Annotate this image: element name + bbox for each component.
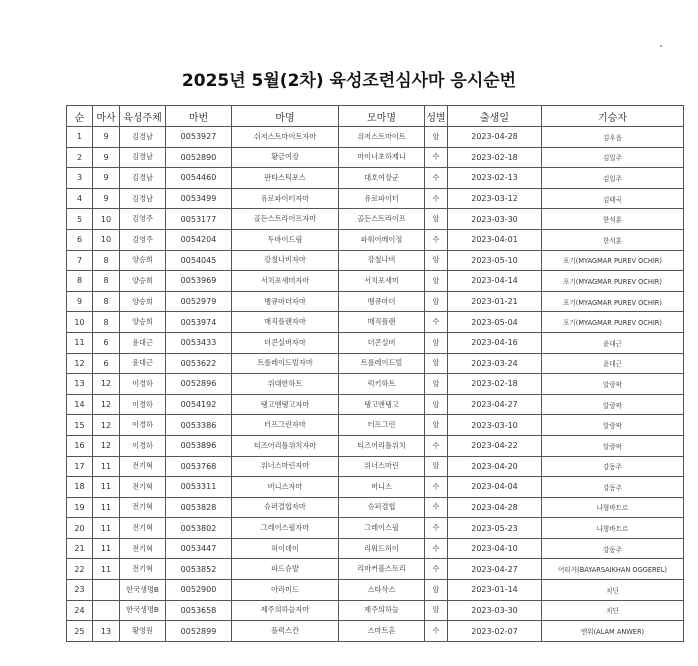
cell-birth-date: 2023-03-10 xyxy=(448,415,542,436)
cell-horse-name: 아라미드 xyxy=(232,580,339,601)
cell-dam-name: 매직플랜 xyxy=(339,312,425,333)
cell-sex: 암 xyxy=(425,250,448,271)
table-row xyxy=(67,394,684,415)
cell-horse-id: 0052890 xyxy=(166,147,232,168)
cell-order: 19 xyxy=(67,497,93,518)
cell-horse-name: 탱고앤탱고자마 xyxy=(232,394,339,415)
cell-horse-id: 0053386 xyxy=(166,415,232,436)
cell-birth-date: 2023-02-13 xyxy=(448,168,542,189)
cell-horse-name: 티즈어리틀위치자마 xyxy=(232,435,339,456)
cell-rider: 포기(MYAGMAR PUREV OCHIR) xyxy=(542,250,684,271)
col-header-dam-name: 모마명 xyxy=(339,106,425,127)
cell-order: 15 xyxy=(67,415,93,436)
cell-sex: 암 xyxy=(425,271,448,292)
cell-horse-id: 0053974 xyxy=(166,312,232,333)
table-body xyxy=(67,127,684,642)
cell-sex: 암 xyxy=(425,394,448,415)
cell-horse-name: 골든스트라이프자마 xyxy=(232,209,339,230)
cell-birth-date: 2023-01-14 xyxy=(448,580,542,601)
cell-horse-id: 0053311 xyxy=(166,477,232,498)
col-header-rider: 기승자 xyxy=(542,106,684,127)
cell-horse-id: 0052900 xyxy=(166,580,232,601)
cell-sex: 수 xyxy=(425,147,448,168)
cell-rider: 강동주 xyxy=(542,456,684,477)
cell-sex: 수 xyxy=(425,538,448,559)
cell-trainer: 김영주 xyxy=(120,229,166,250)
cell-horse-id: 0053433 xyxy=(166,332,232,353)
cell-birth-date: 2023-04-20 xyxy=(448,456,542,477)
cell-dam-name: 버니스 xyxy=(339,477,425,498)
cell-sex: 수 xyxy=(425,518,448,539)
cell-horse-id: 0053768 xyxy=(166,456,232,477)
cell-horse-id: 0054460 xyxy=(166,168,232,189)
cell-order: 25 xyxy=(67,621,93,642)
table-row xyxy=(67,456,684,477)
cell-trainer: 전기혁 xyxy=(120,477,166,498)
col-header-birth-date: 출생일 xyxy=(448,106,542,127)
cell-stable: 9 xyxy=(93,168,120,189)
cell-horse-name: 파드슈발 xyxy=(232,559,339,580)
cell-horse-id: 0053447 xyxy=(166,538,232,559)
cell-horse-id: 0053802 xyxy=(166,518,232,539)
cell-trainer: 김영주 xyxy=(120,209,166,230)
cell-horse-id: 0052979 xyxy=(166,291,232,312)
cell-trainer: 전기혁 xyxy=(120,538,166,559)
cell-horse-name: 트롤레이드빌자마 xyxy=(232,353,339,374)
cell-trainer: 양승희 xyxy=(120,291,166,312)
cell-sex: 암 xyxy=(425,580,448,601)
cell-rider: 나형바트르 xyxy=(542,518,684,539)
cell-birth-date: 2023-02-18 xyxy=(448,374,542,395)
cell-rider: 알랑팍 xyxy=(542,374,684,395)
cell-rider: 어티커(BAYARSAIKHAN OGGEREL) xyxy=(542,559,684,580)
cell-dam-name: 서치포새미 xyxy=(339,271,425,292)
table-row xyxy=(67,580,684,601)
cell-dam-name: 대호여장군 xyxy=(339,168,425,189)
cell-trainer: 이경하 xyxy=(120,435,166,456)
cell-order: 23 xyxy=(67,580,93,601)
cell-dam-name: 터프그린 xyxy=(339,415,425,436)
cell-rider: 김우음 xyxy=(542,127,684,148)
cell-trainer: 김경남 xyxy=(120,147,166,168)
table-row xyxy=(67,497,684,518)
cell-dam-name: 위너스마린 xyxy=(339,456,425,477)
cell-order: 14 xyxy=(67,394,93,415)
cell-trainer: 전기혁 xyxy=(120,497,166,518)
cell-sex: 수 xyxy=(425,435,448,456)
table-row xyxy=(67,600,684,621)
table-row xyxy=(67,168,684,189)
cell-order: 10 xyxy=(67,312,93,333)
cell-trainer: 이경하 xyxy=(120,415,166,436)
cell-stable: 10 xyxy=(93,229,120,250)
cell-dam-name: 쉬저스트마이트 xyxy=(339,127,425,148)
cell-stable: 11 xyxy=(93,456,120,477)
cell-sex: 수 xyxy=(425,477,448,498)
cell-order: 7 xyxy=(67,250,93,271)
table-row xyxy=(67,435,684,456)
cell-horse-id: 0053852 xyxy=(166,559,232,580)
cell-birth-date: 2023-04-01 xyxy=(448,229,542,250)
page-title: 2025년 5월(2차) 육성조련심사마 응시순번 xyxy=(181,71,517,91)
cell-rider: 치딘 xyxy=(542,600,684,621)
cell-birth-date: 2023-02-07 xyxy=(448,621,542,642)
cell-horse-name: 버니스자마 xyxy=(232,477,339,498)
cell-horse-name: 뱅큐마더자마 xyxy=(232,291,339,312)
table-row xyxy=(67,374,684,395)
cell-order: 13 xyxy=(67,374,93,395)
cell-stable: 8 xyxy=(93,250,120,271)
cell-rider: 알랑팍 xyxy=(542,435,684,456)
cell-trainer: 황영원 xyxy=(120,621,166,642)
cell-dam-name: 그레이스필 xyxy=(339,518,425,539)
scan-speck xyxy=(660,45,662,47)
cell-horse-id: 0054045 xyxy=(166,250,232,271)
cell-sex: 암 xyxy=(425,209,448,230)
cell-stable: 8 xyxy=(93,291,120,312)
cell-horse-name: 판타스틱포스 xyxy=(232,168,339,189)
cell-stable: 10 xyxy=(93,209,120,230)
cell-stable: 8 xyxy=(93,312,120,333)
cell-dam-name: 리마커블스토리 xyxy=(339,559,425,580)
cell-trainer: 전기혁 xyxy=(120,456,166,477)
cell-trainer: 한국생명B xyxy=(120,580,166,601)
table-row xyxy=(67,332,684,353)
cell-dam-name: 강철나비 xyxy=(339,250,425,271)
cell-rider: 강동주 xyxy=(542,538,684,559)
cell-horse-name: 서치포새미자마 xyxy=(232,271,339,292)
cell-birth-date: 2023-05-04 xyxy=(448,312,542,333)
cell-horse-id: 0052896 xyxy=(166,374,232,395)
cell-trainer: 전기혁 xyxy=(120,559,166,580)
cell-horse-id: 0053828 xyxy=(166,497,232,518)
cell-horse-id: 0053969 xyxy=(166,271,232,292)
cell-sex: 수 xyxy=(425,497,448,518)
table-row xyxy=(67,477,684,498)
cell-trainer: 이경하 xyxy=(120,374,166,395)
cell-trainer: 김경남 xyxy=(120,168,166,189)
cell-stable: 12 xyxy=(93,435,120,456)
cell-dam-name: 리워드허이 xyxy=(339,538,425,559)
cell-sex: 수 xyxy=(425,168,448,189)
table-row xyxy=(67,538,684,559)
col-header-sex: 성별 xyxy=(425,106,448,127)
cell-trainer: 김경남 xyxy=(120,188,166,209)
cell-sex: 암 xyxy=(425,353,448,374)
cell-order: 5 xyxy=(67,209,93,230)
table-row xyxy=(67,353,684,374)
cell-stable: 11 xyxy=(93,518,120,539)
table-row xyxy=(67,147,684,168)
cell-dam-name: 유로파이터 xyxy=(339,188,425,209)
cell-sex: 암 xyxy=(425,415,448,436)
cell-horse-name: 강철나비자마 xyxy=(232,250,339,271)
cell-order: 12 xyxy=(67,353,93,374)
cell-birth-date: 2023-03-30 xyxy=(448,600,542,621)
col-header-order: 순 xyxy=(67,106,93,127)
cell-stable: 13 xyxy=(93,621,120,642)
cell-sex: 암 xyxy=(425,291,448,312)
cell-birth-date: 2023-04-27 xyxy=(448,394,542,415)
cell-rider: 치딘 xyxy=(542,580,684,601)
cell-trainer: 한국생명B xyxy=(120,600,166,621)
col-header-trainer: 육성주체 xyxy=(120,106,166,127)
cell-rider: 윤대근 xyxy=(542,332,684,353)
cell-rider: 포기(MYAGMAR PUREV OCHIR) xyxy=(542,291,684,312)
cell-birth-date: 2023-01-21 xyxy=(448,291,542,312)
cell-order: 18 xyxy=(67,477,93,498)
cell-order: 9 xyxy=(67,291,93,312)
cell-birth-date: 2023-05-10 xyxy=(448,250,542,271)
cell-rider: 포기(MYAGMAR PUREV OCHIR) xyxy=(542,312,684,333)
cell-stable: 9 xyxy=(93,188,120,209)
cell-birth-date: 2023-04-04 xyxy=(448,477,542,498)
cell-stable: 11 xyxy=(93,477,120,498)
cell-rider: 엔워(ALAM ANWER) xyxy=(542,621,684,642)
cell-birth-date: 2023-03-12 xyxy=(448,188,542,209)
cell-order: 22 xyxy=(67,559,93,580)
col-header-horse-id: 마번 xyxy=(166,106,232,127)
cell-stable: 11 xyxy=(93,538,120,559)
cell-order: 6 xyxy=(67,229,93,250)
cell-stable: 12 xyxy=(93,394,120,415)
cell-horse-name: 두바이드림 xyxy=(232,229,339,250)
cell-dam-name: 슈퍼결헙 xyxy=(339,497,425,518)
table-row xyxy=(67,209,684,230)
cell-birth-date: 2023-04-28 xyxy=(448,497,542,518)
table-row xyxy=(67,250,684,271)
cell-stable: 9 xyxy=(93,147,120,168)
cell-rider: 알랑팍 xyxy=(542,415,684,436)
table-row xyxy=(67,415,684,436)
cell-sex: 암 xyxy=(425,332,448,353)
cell-order: 2 xyxy=(67,147,93,168)
cell-order: 16 xyxy=(67,435,93,456)
cell-dam-name: 스타삭스 xyxy=(339,580,425,601)
cell-order: 11 xyxy=(67,332,93,353)
cell-birth-date: 2023-02-18 xyxy=(448,147,542,168)
table-header-row xyxy=(67,106,684,127)
table-row xyxy=(67,229,684,250)
cell-birth-date: 2023-04-22 xyxy=(448,435,542,456)
cell-horse-id: 0053896 xyxy=(166,435,232,456)
cell-birth-date: 2023-03-24 xyxy=(448,353,542,374)
cell-rider: 강동주 xyxy=(542,477,684,498)
cell-horse-name: 허이데이 xyxy=(232,538,339,559)
cell-trainer: 윤대근 xyxy=(120,332,166,353)
cell-horse-name: 위대한하트 xyxy=(232,374,339,395)
cell-sex: 수 xyxy=(425,621,448,642)
cell-horse-name: 매직플랜자마 xyxy=(232,312,339,333)
cell-horse-id: 0053622 xyxy=(166,353,232,374)
cell-dam-name: 탱고앤탱고 xyxy=(339,394,425,415)
cell-dam-name: 마이너초하제니 xyxy=(339,147,425,168)
cell-sex: 수 xyxy=(425,559,448,580)
col-header-horse-name: 마명 xyxy=(232,106,339,127)
table-row xyxy=(67,621,684,642)
cell-order: 21 xyxy=(67,538,93,559)
cell-horse-id: 0053658 xyxy=(166,600,232,621)
cell-horse-id: 0054204 xyxy=(166,229,232,250)
cell-birth-date: 2023-03-30 xyxy=(448,209,542,230)
cell-birth-date: 2023-04-10 xyxy=(448,538,542,559)
table-row xyxy=(67,559,684,580)
cell-dam-name: 티즈어리틀위치 xyxy=(339,435,425,456)
cell-rider: 윤대근 xyxy=(542,353,684,374)
cell-rider: 한석훈 xyxy=(542,209,684,230)
cell-stable: 11 xyxy=(93,559,120,580)
cell-birth-date: 2023-05-23 xyxy=(448,518,542,539)
cell-dam-name: 골든스트라이프 xyxy=(339,209,425,230)
cell-dam-name: 스마트혼 xyxy=(339,621,425,642)
table-row xyxy=(67,291,684,312)
cell-order: 24 xyxy=(67,600,93,621)
cell-sex: 수 xyxy=(425,188,448,209)
cell-sex: 수 xyxy=(425,312,448,333)
cell-horse-name: 쉬저스트마이트자마 xyxy=(232,127,339,148)
cell-order: 8 xyxy=(67,271,93,292)
entry-order-table xyxy=(66,105,684,642)
cell-dam-name: 제주의하늘 xyxy=(339,600,425,621)
cell-dam-name: 럭키하트 xyxy=(339,374,425,395)
cell-trainer: 양승희 xyxy=(120,250,166,271)
cell-birth-date: 2023-04-14 xyxy=(448,271,542,292)
cell-sex: 암 xyxy=(425,374,448,395)
cell-trainer: 양승희 xyxy=(120,271,166,292)
cell-order: 1 xyxy=(67,127,93,148)
cell-horse-id: 0052899 xyxy=(166,621,232,642)
cell-trainer: 양승희 xyxy=(120,312,166,333)
cell-horse-name: 유로파이터자마 xyxy=(232,188,339,209)
table-row xyxy=(67,188,684,209)
cell-rider: 김일주 xyxy=(542,147,684,168)
cell-order: 17 xyxy=(67,456,93,477)
cell-sex: 암 xyxy=(425,456,448,477)
cell-stable: 9 xyxy=(93,127,120,148)
cell-order: 4 xyxy=(67,188,93,209)
cell-sex: 수 xyxy=(425,229,448,250)
cell-dam-name: 파워어메이징 xyxy=(339,229,425,250)
cell-rider: 김일주 xyxy=(542,168,684,189)
cell-horse-name: 그레이스필자마 xyxy=(232,518,339,539)
cell-rider: 한석훈 xyxy=(542,229,684,250)
cell-horse-id: 0053177 xyxy=(166,209,232,230)
cell-stable: 8 xyxy=(93,271,120,292)
cell-rider: 포기(MYAGMAR PUREV OCHIR) xyxy=(542,271,684,292)
cell-stable: 12 xyxy=(93,415,120,436)
table-row xyxy=(67,127,684,148)
cell-stable xyxy=(93,580,120,601)
cell-trainer: 김경남 xyxy=(120,127,166,148)
cell-rider: 김태곡 xyxy=(542,188,684,209)
cell-stable: 11 xyxy=(93,497,120,518)
cell-stable: 12 xyxy=(93,374,120,395)
table-row xyxy=(67,271,684,292)
cell-horse-name: 황금여장 xyxy=(232,147,339,168)
cell-sex: 암 xyxy=(425,127,448,148)
cell-dam-name: 트롤레이드빌 xyxy=(339,353,425,374)
cell-stable: 6 xyxy=(93,353,120,374)
cell-birth-date: 2023-04-28 xyxy=(448,127,542,148)
col-header-stable: 마사 xyxy=(93,106,120,127)
cell-horse-name: 터프그린자마 xyxy=(232,415,339,436)
cell-horse-name: 제주의하늘자마 xyxy=(232,600,339,621)
table-row xyxy=(67,518,684,539)
cell-trainer: 이경하 xyxy=(120,394,166,415)
cell-stable xyxy=(93,600,120,621)
cell-order: 3 xyxy=(67,168,93,189)
cell-rider: 알랑팍 xyxy=(542,394,684,415)
cell-horse-id: 0053927 xyxy=(166,127,232,148)
cell-trainer: 전기혁 xyxy=(120,518,166,539)
cell-horse-name: 플럭스칸 xyxy=(232,621,339,642)
cell-dam-name: 뱅큐마더 xyxy=(339,291,425,312)
cell-order: 20 xyxy=(67,518,93,539)
cell-dam-name: 더콘실버 xyxy=(339,332,425,353)
cell-sex: 암 xyxy=(425,600,448,621)
cell-stable: 6 xyxy=(93,332,120,353)
cell-trainer: 윤대근 xyxy=(120,353,166,374)
cell-horse-name: 더콘실버자마 xyxy=(232,332,339,353)
cell-horse-name: 슈퍼결헙자마 xyxy=(232,497,339,518)
cell-horse-id: 0054192 xyxy=(166,394,232,415)
cell-horse-name: 위너스마린자마 xyxy=(232,456,339,477)
cell-birth-date: 2023-04-27 xyxy=(448,559,542,580)
cell-rider: 나형바트르 xyxy=(542,497,684,518)
cell-horse-id: 0053499 xyxy=(166,188,232,209)
table-row xyxy=(67,312,684,333)
cell-birth-date: 2023-04-16 xyxy=(448,332,542,353)
